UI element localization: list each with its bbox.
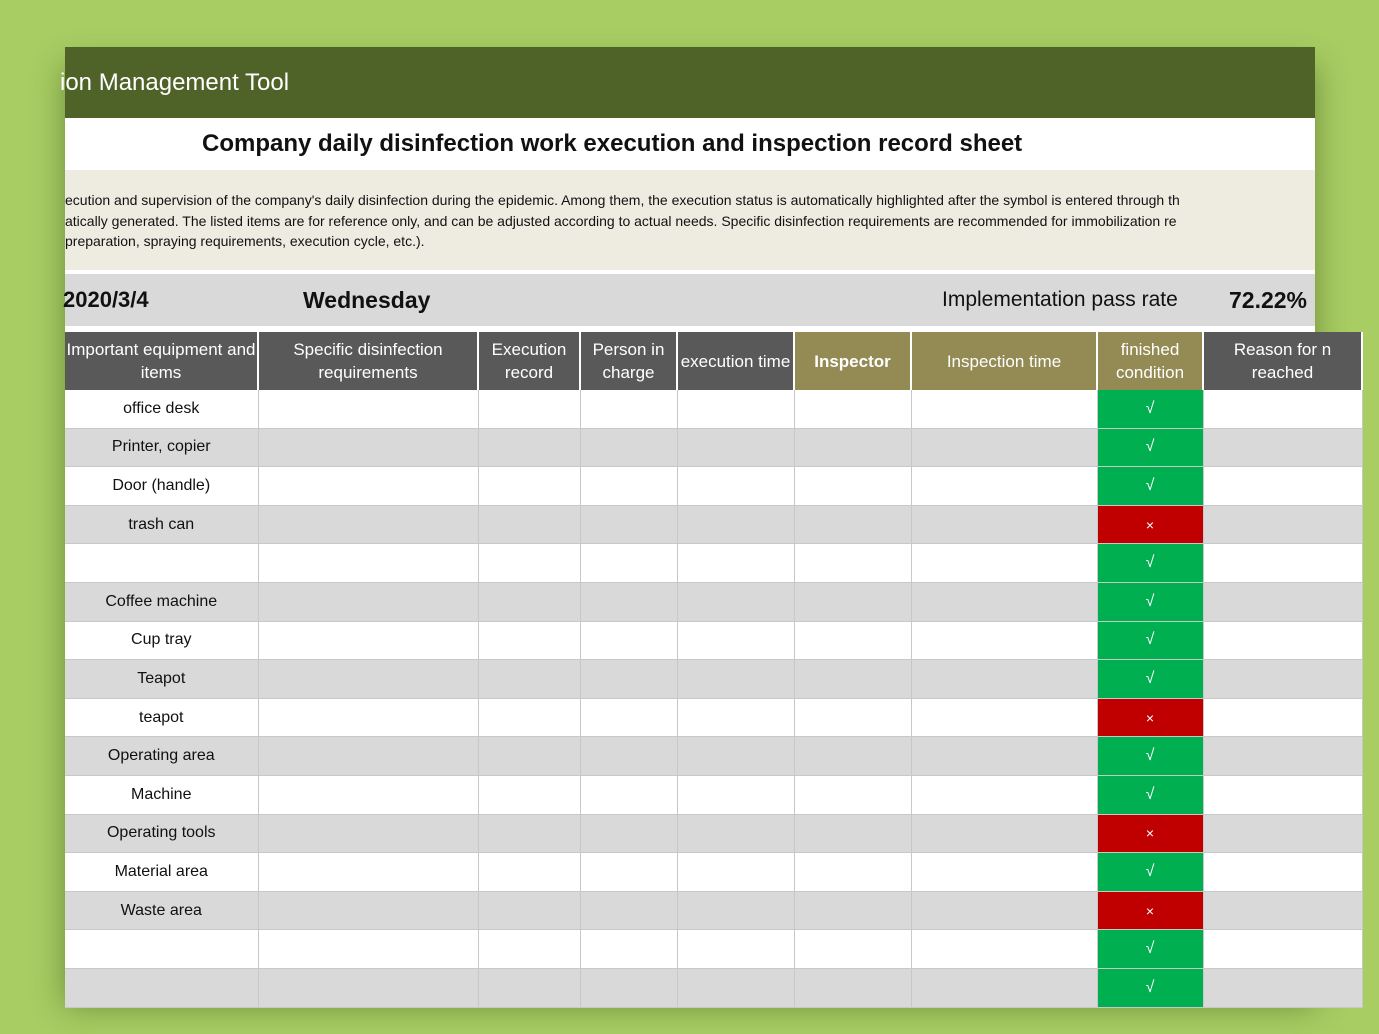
description-line: atically generated. The listed items are for reference only, and can be adjusted according to actual needs. Specific disinfection requirements are recommended for immobilization re <box>65 212 1177 229</box>
empty-cell[interactable] <box>1203 853 1362 892</box>
empty-cell[interactable] <box>478 891 580 930</box>
empty-cell[interactable] <box>478 968 580 1007</box>
empty-cell[interactable] <box>794 544 911 583</box>
column-header-reason[interactable]: Reason for n reached <box>1203 332 1362 390</box>
weekday-cell: Wednesday <box>303 287 431 313</box>
empty-cell[interactable] <box>580 390 677 428</box>
empty-cell[interactable] <box>677 698 794 737</box>
column-header-inspection-time[interactable]: Inspection time <box>911 332 1097 390</box>
empty-cell[interactable] <box>1203 968 1362 1007</box>
empty-cell[interactable] <box>1203 428 1362 467</box>
empty-cell[interactable] <box>677 737 794 776</box>
empty-cell[interactable] <box>794 505 911 544</box>
empty-cell[interactable] <box>1203 582 1362 621</box>
column-header-person-in-charge[interactable]: Person in charge <box>580 332 677 390</box>
empty-cell[interactable] <box>911 775 1097 814</box>
description-line: preparation, spraying requirements, execution cycle, etc.). <box>65 233 425 249</box>
item-cell[interactable]: Coffee machine <box>65 582 258 621</box>
empty-cell[interactable] <box>677 660 794 699</box>
item-cell[interactable]: Operating area <box>65 737 258 776</box>
empty-cell[interactable] <box>258 582 478 621</box>
status-cell[interactable]: × <box>1097 505 1203 544</box>
table-row <box>65 853 1362 892</box>
table-row <box>65 930 1362 969</box>
item-cell[interactable] <box>65 930 258 969</box>
info-row <box>65 274 1315 326</box>
empty-cell[interactable] <box>911 930 1097 969</box>
empty-cell[interactable] <box>677 544 794 583</box>
empty-cell[interactable] <box>580 660 677 699</box>
empty-cell[interactable] <box>794 891 911 930</box>
status-cell[interactable]: √ <box>1097 660 1203 699</box>
status-cell[interactable]: × <box>1097 698 1203 737</box>
empty-cell[interactable] <box>1203 775 1362 814</box>
item-cell[interactable] <box>65 544 258 583</box>
empty-cell[interactable] <box>794 582 911 621</box>
item-cell[interactable]: office desk <box>65 390 258 428</box>
status-cell[interactable]: √ <box>1097 582 1203 621</box>
table-row <box>65 891 1362 930</box>
empty-cell[interactable] <box>258 891 478 930</box>
empty-cell[interactable] <box>1203 505 1362 544</box>
empty-cell[interactable] <box>677 930 794 969</box>
column-header-inspector[interactable]: Inspector <box>794 332 911 390</box>
empty-cell[interactable] <box>580 930 677 969</box>
empty-cell[interactable] <box>677 390 794 428</box>
empty-cell[interactable] <box>258 930 478 969</box>
status-cell[interactable]: √ <box>1097 930 1203 969</box>
empty-cell[interactable] <box>677 428 794 467</box>
empty-cell[interactable] <box>478 737 580 776</box>
status-cell[interactable]: √ <box>1097 737 1203 776</box>
empty-cell[interactable] <box>794 930 911 969</box>
empty-cell[interactable] <box>677 621 794 660</box>
empty-cell[interactable] <box>911 737 1097 776</box>
empty-cell[interactable] <box>580 853 677 892</box>
table-row <box>65 390 1362 428</box>
empty-cell[interactable] <box>258 853 478 892</box>
empty-cell[interactable] <box>478 775 580 814</box>
empty-cell[interactable] <box>580 544 677 583</box>
item-cell[interactable]: teapot <box>65 698 258 737</box>
empty-cell[interactable] <box>1203 390 1362 428</box>
empty-cell[interactable] <box>677 814 794 853</box>
empty-cell[interactable] <box>258 428 478 467</box>
empty-cell[interactable] <box>478 814 580 853</box>
empty-cell[interactable] <box>478 390 580 428</box>
description-block <box>65 170 1315 270</box>
empty-cell[interactable] <box>580 467 677 506</box>
empty-cell[interactable] <box>794 390 911 428</box>
status-cell[interactable]: √ <box>1097 544 1203 583</box>
empty-cell[interactable] <box>478 582 580 621</box>
empty-cell[interactable] <box>911 505 1097 544</box>
status-cell[interactable]: √ <box>1097 968 1203 1007</box>
column-header-execution-time[interactable]: execution time <box>677 332 794 390</box>
table-row <box>65 660 1362 699</box>
status-cell[interactable]: √ <box>1097 853 1203 892</box>
table-row <box>65 737 1362 776</box>
empty-cell[interactable] <box>911 582 1097 621</box>
empty-cell[interactable] <box>580 621 677 660</box>
item-cell[interactable]: Door (handle) <box>65 467 258 506</box>
table-row <box>65 814 1362 853</box>
app-title: ion Management Tool <box>60 69 290 96</box>
table-row <box>65 467 1362 506</box>
empty-cell[interactable] <box>258 390 478 428</box>
empty-cell[interactable] <box>911 698 1097 737</box>
empty-cell[interactable] <box>794 428 911 467</box>
empty-cell[interactable] <box>478 428 580 467</box>
column-header-requirements[interactable]: Specific disinfection requirements <box>258 332 478 390</box>
column-header-finished-condition[interactable]: finished condition <box>1097 332 1203 390</box>
empty-cell[interactable] <box>1203 698 1362 737</box>
empty-cell[interactable] <box>911 428 1097 467</box>
empty-cell[interactable] <box>794 775 911 814</box>
empty-cell[interactable] <box>677 891 794 930</box>
item-cell[interactable]: trash can <box>65 505 258 544</box>
record-table <box>65 332 1363 1008</box>
status-cell[interactable]: × <box>1097 814 1203 853</box>
empty-cell[interactable] <box>478 544 580 583</box>
status-cell[interactable]: √ <box>1097 390 1203 428</box>
empty-cell[interactable] <box>911 467 1097 506</box>
empty-cell[interactable] <box>911 544 1097 583</box>
empty-cell[interactable] <box>258 621 478 660</box>
empty-cell[interactable] <box>677 853 794 892</box>
empty-cell[interactable] <box>794 968 911 1007</box>
empty-cell[interactable] <box>677 467 794 506</box>
empty-cell[interactable] <box>478 505 580 544</box>
empty-cell[interactable] <box>794 660 911 699</box>
empty-cell[interactable] <box>677 505 794 544</box>
app-title-bar <box>60 47 1315 118</box>
empty-cell[interactable] <box>580 428 677 467</box>
empty-cell[interactable] <box>911 390 1097 428</box>
sheet-title: Company daily disinfection work execution and inspection record sheet <box>202 130 1023 157</box>
empty-cell[interactable] <box>580 582 677 621</box>
empty-cell[interactable] <box>258 544 478 583</box>
spreadsheet-window <box>60 47 1332 996</box>
empty-cell[interactable] <box>911 968 1097 1007</box>
table-header-row <box>65 332 1362 390</box>
empty-cell[interactable] <box>580 968 677 1007</box>
table-row <box>65 698 1362 737</box>
empty-cell[interactable] <box>478 660 580 699</box>
column-header-item[interactable]: Important equipment and items <box>65 332 258 390</box>
empty-cell[interactable] <box>580 775 677 814</box>
empty-cell[interactable] <box>794 621 911 660</box>
empty-cell[interactable] <box>1203 660 1362 699</box>
empty-cell[interactable] <box>478 930 580 969</box>
empty-cell[interactable] <box>580 698 677 737</box>
item-cell[interactable]: Printer, copier <box>65 428 258 467</box>
table-row <box>65 775 1362 814</box>
empty-cell[interactable] <box>794 737 911 776</box>
empty-cell[interactable] <box>677 968 794 1007</box>
item-cell[interactable]: Cup tray <box>65 621 258 660</box>
empty-cell[interactable] <box>258 660 478 699</box>
table-row <box>65 428 1362 467</box>
table-row <box>65 544 1362 583</box>
empty-cell[interactable] <box>258 505 478 544</box>
table-row <box>65 968 1362 1007</box>
empty-cell[interactable] <box>258 737 478 776</box>
empty-cell[interactable] <box>580 737 677 776</box>
empty-cell[interactable] <box>258 698 478 737</box>
empty-cell[interactable] <box>1203 467 1362 506</box>
table-row <box>65 621 1362 660</box>
status-cell[interactable]: √ <box>1097 775 1203 814</box>
empty-cell[interactable] <box>794 698 911 737</box>
item-cell[interactable]: Teapot <box>65 660 258 699</box>
empty-cell[interactable] <box>580 891 677 930</box>
empty-cell[interactable] <box>1203 737 1362 776</box>
table-row <box>65 582 1362 621</box>
empty-cell[interactable] <box>794 814 911 853</box>
empty-cell[interactable] <box>258 968 478 1007</box>
status-cell[interactable]: √ <box>1097 467 1203 506</box>
empty-cell[interactable] <box>794 467 911 506</box>
empty-cell[interactable] <box>1203 814 1362 853</box>
empty-cell[interactable] <box>911 853 1097 892</box>
date-cell[interactable]: 2020/3/4 <box>63 287 149 312</box>
empty-cell[interactable] <box>478 853 580 892</box>
item-cell[interactable]: Operating tools <box>65 814 258 853</box>
item-cell[interactable]: Material area <box>65 853 258 892</box>
empty-cell[interactable] <box>478 698 580 737</box>
empty-cell[interactable] <box>478 621 580 660</box>
table-row <box>65 505 1362 544</box>
empty-cell[interactable] <box>1203 891 1362 930</box>
empty-cell[interactable] <box>911 891 1097 930</box>
empty-cell[interactable] <box>911 621 1097 660</box>
empty-cell[interactable] <box>258 775 478 814</box>
empty-cell[interactable] <box>258 814 478 853</box>
empty-cell[interactable] <box>258 467 478 506</box>
empty-cell[interactable] <box>1203 544 1362 583</box>
empty-cell[interactable] <box>911 660 1097 699</box>
status-cell[interactable]: √ <box>1097 428 1203 467</box>
empty-cell[interactable] <box>580 814 677 853</box>
pass-rate-value: 72.22% <box>1229 287 1308 313</box>
empty-cell[interactable] <box>1203 930 1362 969</box>
empty-cell[interactable] <box>677 775 794 814</box>
empty-cell[interactable] <box>911 814 1097 853</box>
empty-cell[interactable] <box>1203 621 1362 660</box>
empty-cell[interactable] <box>677 582 794 621</box>
status-cell[interactable]: × <box>1097 891 1203 930</box>
empty-cell[interactable] <box>478 467 580 506</box>
empty-cell[interactable] <box>580 505 677 544</box>
item-cell[interactable]: Waste area <box>65 891 258 930</box>
item-cell[interactable]: Machine <box>65 775 258 814</box>
description-line: ecution and supervision of the company's daily disinfection during the epidemic. Among them, the execution status is automatically highlighted after the symbol is entered through th <box>65 192 1180 208</box>
item-cell[interactable] <box>65 968 258 1007</box>
pass-rate-label: Implementation pass rate <box>942 288 1178 311</box>
empty-cell[interactable] <box>794 853 911 892</box>
status-cell[interactable]: √ <box>1097 621 1203 660</box>
column-header-execution-record[interactable]: Execution record <box>478 332 580 390</box>
